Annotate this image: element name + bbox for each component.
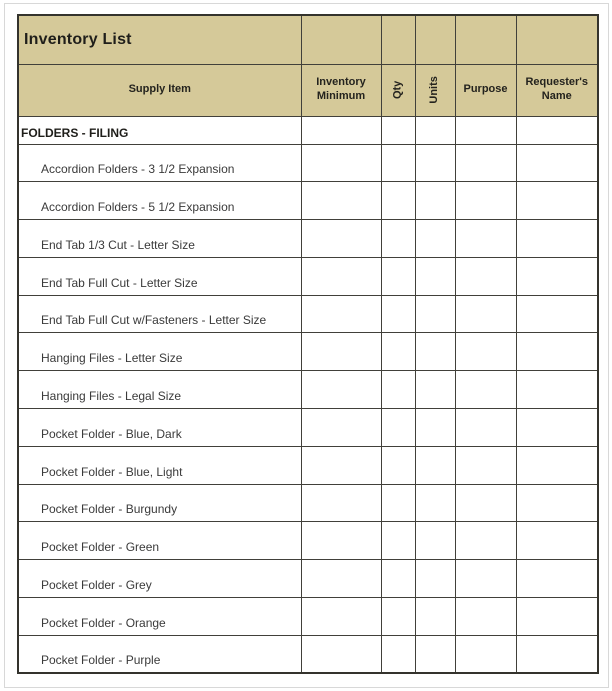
table-row — [18, 635, 598, 673]
units-cell[interactable] — [415, 371, 455, 409]
supply-item-label: Pocket Folder - Orange — [18, 598, 301, 636]
table-row — [18, 144, 598, 182]
supply-item-label: Hanging Files - Legal Size — [18, 371, 301, 409]
page-title: Inventory List — [18, 15, 301, 64]
table-row — [18, 409, 598, 447]
inventory-minimum-cell[interactable] — [301, 182, 381, 220]
requesters-name-cell[interactable] — [516, 409, 598, 447]
purpose-cell[interactable] — [455, 522, 516, 560]
purpose-cell[interactable] — [455, 257, 516, 295]
purpose-cell[interactable] — [455, 144, 516, 182]
title-row-blank-cell — [455, 15, 516, 64]
requesters-name-cell[interactable] — [516, 371, 598, 409]
units-cell[interactable] — [415, 446, 455, 484]
inventory-minimum-cell[interactable] — [301, 371, 381, 409]
inventory-minimum-cell[interactable] — [301, 598, 381, 636]
table-row — [18, 446, 598, 484]
supply-item-label: Pocket Folder - Purple — [18, 635, 301, 673]
units-cell[interactable] — [415, 220, 455, 258]
requesters-name-cell[interactable] — [516, 560, 598, 598]
inventory-minimum-cell[interactable] — [301, 333, 381, 371]
requesters-name-cell[interactable] — [516, 522, 598, 560]
inventory-minimum-cell[interactable] — [301, 257, 381, 295]
requesters-name-cell[interactable] — [516, 257, 598, 295]
purpose-cell[interactable] — [455, 182, 516, 220]
units-cell[interactable] — [415, 522, 455, 560]
qty-cell[interactable] — [381, 116, 415, 144]
qty-cell[interactable] — [381, 446, 415, 484]
inventory-minimum-cell[interactable] — [301, 144, 381, 182]
units-rotated-label: Units — [428, 76, 441, 104]
purpose-cell[interactable] — [455, 560, 516, 598]
qty-cell[interactable] — [381, 371, 415, 409]
table-row — [18, 182, 598, 220]
inventory-table — [17, 14, 599, 674]
qty-cell[interactable] — [381, 484, 415, 522]
section-header-row — [18, 116, 598, 144]
supply-item-label: Hanging Files - Letter Size — [18, 333, 301, 371]
table-row — [18, 598, 598, 636]
units-cell[interactable] — [415, 295, 455, 333]
requesters-name-cell[interactable] — [516, 144, 598, 182]
units-cell[interactable] — [415, 182, 455, 220]
supply-item-label: Accordion Folders - 3 1/2 Expansion — [18, 144, 301, 182]
purpose-cell[interactable] — [455, 295, 516, 333]
requesters-name-cell[interactable] — [516, 598, 598, 636]
purpose-cell[interactable] — [455, 220, 516, 258]
inventory-minimum-cell[interactable] — [301, 522, 381, 560]
title-row-blank-cell — [301, 15, 381, 64]
supply-item-label: Pocket Folder - Grey — [18, 560, 301, 598]
qty-rotated-label: Qty — [391, 80, 404, 100]
table-row — [18, 257, 598, 295]
purpose-cell[interactable] — [455, 333, 516, 371]
requesters-name-cell[interactable] — [516, 116, 598, 144]
qty-cell[interactable] — [381, 333, 415, 371]
units-cell[interactable] — [415, 409, 455, 447]
table-row — [18, 484, 598, 522]
units-cell[interactable] — [415, 560, 455, 598]
inventory-minimum-cell[interactable] — [301, 295, 381, 333]
inventory-minimum-cell[interactable] — [301, 220, 381, 258]
purpose-cell[interactable] — [455, 635, 516, 673]
inventory-minimum-cell[interactable] — [301, 635, 381, 673]
supply-item-label: Pocket Folder - Blue, Dark — [18, 409, 301, 447]
column-header-row — [18, 64, 598, 116]
qty-cell[interactable] — [381, 598, 415, 636]
title-row — [18, 15, 598, 64]
units-cell[interactable] — [415, 598, 455, 636]
purpose-cell[interactable] — [455, 446, 516, 484]
inventory-minimum-cell[interactable] — [301, 409, 381, 447]
requesters-name-cell[interactable] — [516, 446, 598, 484]
table-row — [18, 333, 598, 371]
requesters-name-cell[interactable] — [516, 295, 598, 333]
column-header-units — [415, 64, 455, 116]
supply-item-label: End Tab Full Cut - Letter Size — [18, 257, 301, 295]
inventory-minimum-cell[interactable] — [301, 560, 381, 598]
inventory-minimum-cell[interactable] — [301, 484, 381, 522]
units-cell[interactable] — [415, 484, 455, 522]
inventory-minimum-cell[interactable] — [301, 116, 381, 144]
qty-cell[interactable] — [381, 522, 415, 560]
title-row-blank-cell — [415, 15, 455, 64]
qty-cell[interactable] — [381, 409, 415, 447]
supply-item-label: Accordion Folders - 5 1/2 Expansion — [18, 182, 301, 220]
qty-cell[interactable] — [381, 257, 415, 295]
qty-cell[interactable] — [381, 560, 415, 598]
column-header-inventory-minimum: Inventory Minimum — [301, 64, 381, 116]
units-cell[interactable] — [415, 333, 455, 371]
units-cell[interactable] — [415, 257, 455, 295]
table-row — [18, 371, 598, 409]
qty-cell[interactable] — [381, 295, 415, 333]
purpose-cell[interactable] — [455, 598, 516, 636]
qty-cell[interactable] — [381, 220, 415, 258]
purpose-cell[interactable] — [455, 371, 516, 409]
units-cell[interactable] — [415, 144, 455, 182]
units-cell[interactable] — [415, 116, 455, 144]
requesters-name-cell[interactable] — [516, 484, 598, 522]
column-header-supply-item: Supply Item — [18, 64, 301, 116]
table-row — [18, 220, 598, 258]
qty-cell[interactable] — [381, 182, 415, 220]
supply-item-label: End Tab 1/3 Cut - Letter Size — [18, 220, 301, 258]
units-cell[interactable] — [415, 635, 455, 673]
table-row — [18, 295, 598, 333]
supply-item-label: End Tab Full Cut w/Fasteners - Letter Size — [18, 295, 301, 333]
column-header-purpose: Purpose — [455, 64, 516, 116]
purpose-cell[interactable] — [455, 116, 516, 144]
requesters-name-cell[interactable] — [516, 182, 598, 220]
supply-item-label: Pocket Folder - Green — [18, 522, 301, 560]
purpose-cell[interactable] — [455, 409, 516, 447]
section-header-label: FOLDERS - FILING — [18, 116, 301, 144]
requesters-name-cell[interactable] — [516, 220, 598, 258]
title-row-blank-cell — [516, 15, 598, 64]
supply-item-label: Pocket Folder - Burgundy — [18, 484, 301, 522]
requesters-name-cell[interactable] — [516, 635, 598, 673]
purpose-cell[interactable] — [455, 484, 516, 522]
requesters-name-cell[interactable] — [516, 333, 598, 371]
inventory-minimum-cell[interactable] — [301, 446, 381, 484]
title-row-blank-cell — [381, 15, 415, 64]
qty-cell[interactable] — [381, 144, 415, 182]
table-row — [18, 560, 598, 598]
column-header-qty — [381, 64, 415, 116]
column-header-requesters-name: Requester's Name — [516, 64, 598, 116]
table-row — [18, 522, 598, 560]
supply-item-label: Pocket Folder - Blue, Light — [18, 446, 301, 484]
qty-cell[interactable] — [381, 635, 415, 673]
